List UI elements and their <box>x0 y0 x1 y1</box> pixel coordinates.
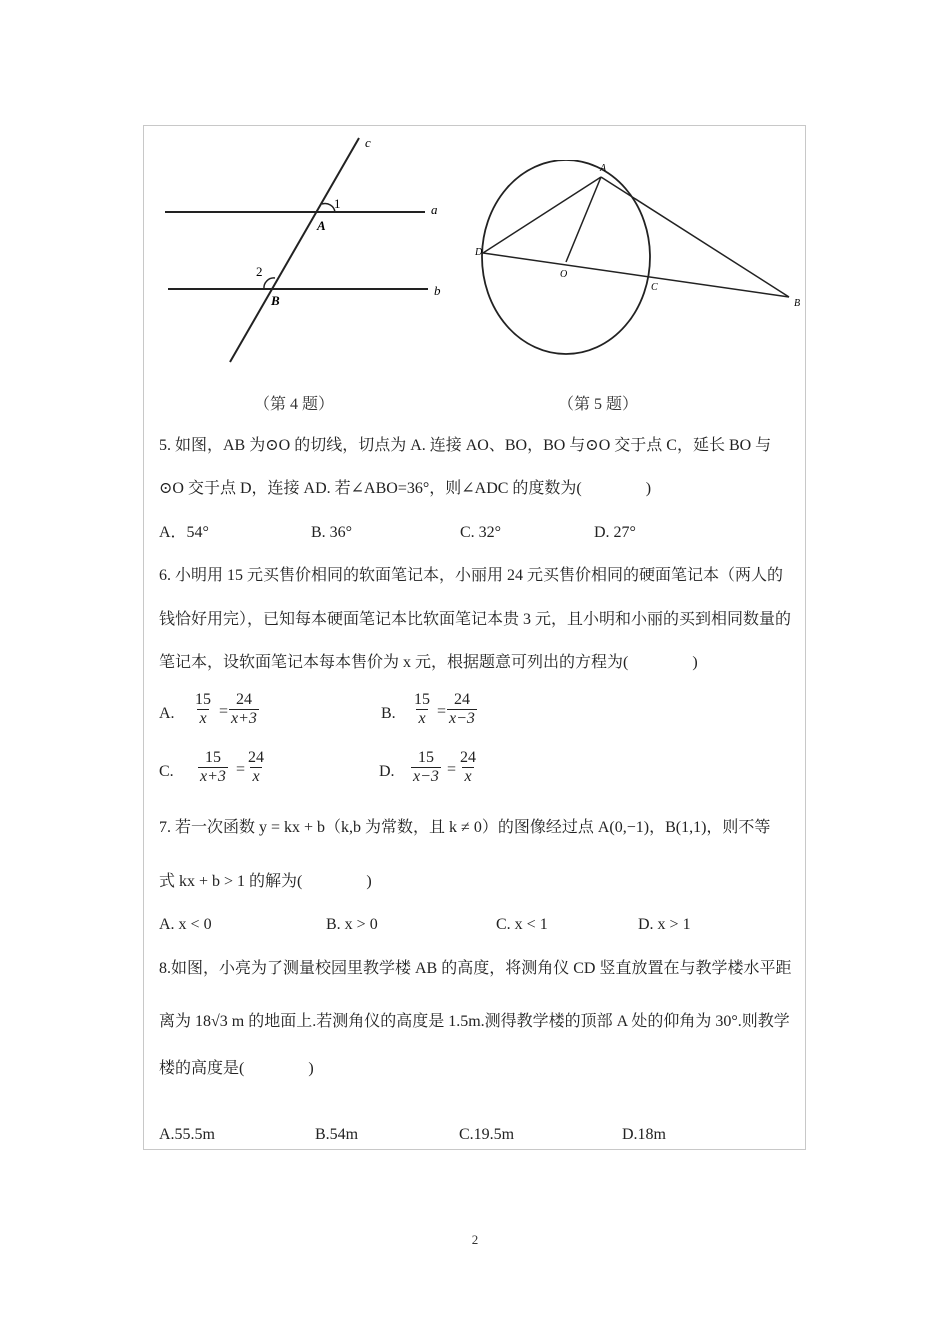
q8-line-2: 离为 18√3 m 的地面上.若测角仪的高度是 1.5m.测得教学楼的顶部 A 处的仰角为 30°.则教学 <box>159 1013 790 1030</box>
q6-line-2: 钱恰好用完），已知每本硬面笔记本比软面笔记本贵 3 元，且小明和小丽的买到相同数量的 <box>159 611 792 628</box>
label-O: O <box>560 269 568 280</box>
label-D: D <box>475 247 483 258</box>
segment-da <box>483 177 601 253</box>
q6-c-left-num: 15 <box>204 749 221 766</box>
q5-option-b: B. 36° <box>311 524 353 541</box>
q6-c-left-fraction <box>198 749 228 786</box>
label-A: A <box>317 218 326 233</box>
q6-d-right-den: x <box>464 768 472 785</box>
q6-d-equals: = <box>447 761 457 778</box>
label-A: A <box>600 163 607 174</box>
label-B: B <box>794 298 801 309</box>
q6-b-equals: = <box>437 703 447 720</box>
q6-b-right-fraction <box>447 691 477 728</box>
label-b: b <box>434 283 441 298</box>
q6-b-right-num: 24 <box>453 691 470 708</box>
q6-a-left-fraction <box>193 691 213 728</box>
q8-line-3: 楼的高度是( ) <box>159 1060 314 1077</box>
q6-c-right-num: 24 <box>248 749 264 766</box>
q6-c-right-fraction <box>246 749 266 786</box>
label-a: a <box>431 202 438 217</box>
q7-option-c: C. x < 1 <box>496 916 548 933</box>
figure-5-caption: （第 5 题） <box>558 396 639 413</box>
q6-d-left-num: 15 <box>417 749 434 766</box>
label-2: 2 <box>256 264 263 279</box>
label-B: B <box>271 293 280 308</box>
q6-option-a-label: A. <box>159 705 175 722</box>
segment-db <box>483 253 789 297</box>
q6-d-right-fraction <box>458 749 478 786</box>
q6-d-left-den: x−3 <box>413 768 439 785</box>
q6-a-left-den: x <box>199 710 207 727</box>
figure-4-caption: （第 4 题） <box>254 396 335 413</box>
q8-option-c: C.19.5m <box>459 1126 515 1143</box>
q7-option-d: D. x > 1 <box>638 916 691 933</box>
q5-line-2: ⊙O 交于点 D，连接 AD. 若∠ABO=36°，则∠ADC 的度数为( ) <box>159 480 652 497</box>
q6-d-left-fraction <box>411 749 441 786</box>
label-c: c <box>365 135 371 150</box>
line-c <box>230 138 359 362</box>
figure-4-parallel-lines <box>160 132 450 372</box>
figure-5-circle-tangent <box>470 160 810 380</box>
q7-line-2: 式 kx + b > 1 的解为( ) <box>159 873 372 890</box>
q6-a-right-den: x+3 <box>231 710 257 727</box>
q8-option-d: D.18m <box>622 1126 666 1143</box>
q5-option-a: A．54° <box>159 524 209 541</box>
q8-option-a: A.55.5m <box>159 1126 215 1143</box>
label-C: C <box>651 282 658 293</box>
q5-option-c: C. 32° <box>460 524 502 541</box>
label-1: 1 <box>334 196 341 211</box>
q6-d-right-num: 24 <box>460 749 476 766</box>
page-number: 2 <box>471 1232 479 1247</box>
q6-a-right-num: 24 <box>235 691 252 708</box>
q7-option-a: A. x < 0 <box>159 916 212 933</box>
q5-line-1: 5. 如图，AB 为⊙O 的切线，切点为 A. 连接 AO、BO，BO 与⊙O 交于点 C，延长 BO 与 <box>159 437 772 454</box>
segment-ao <box>566 177 601 262</box>
q6-b-left-den: x <box>418 710 426 727</box>
q6-a-left-num: 15 <box>195 691 211 708</box>
q6-c-equals: = <box>236 761 246 778</box>
q8-line-1: 8.如图，小亮为了测量校园里教学楼 AB 的高度，将测角仪 CD 竖直放置在与教学楼水平距 <box>159 960 792 977</box>
q6-c-left-den: x+3 <box>200 768 226 785</box>
q8-option-b: B.54m <box>315 1126 359 1143</box>
segment-ab <box>601 177 789 297</box>
q6-option-b-label: B. <box>381 705 396 722</box>
q7-line-1: 7. 若一次函数 y = kx + b（k,b 为常数，且 k ≠ 0）的图像经过点 A(0,−1)，B(1,1)，则不等 <box>159 819 771 836</box>
q6-option-c-label: C. <box>159 763 174 780</box>
q6-line-1: 6. 小明用 15 元买售价相同的软面笔记本，小丽用 24 元买售价相同的硬面笔记本（两人的 <box>159 567 784 584</box>
q6-c-right-den: x <box>252 768 260 785</box>
q6-b-left-num: 15 <box>414 691 430 708</box>
q6-option-d-label: D. <box>379 763 395 780</box>
q6-line-3: 笔记本，设软面笔记本每本售价为 x 元，根据题意可列出的方程为( ) <box>159 654 698 671</box>
q6-b-left-fraction <box>412 691 432 728</box>
q5-option-d: D. 27° <box>594 524 636 541</box>
q6-a-equals: = <box>219 703 229 720</box>
q6-a-right-fraction <box>229 691 259 728</box>
q6-b-right-den: x−3 <box>449 710 475 727</box>
q7-option-b: B. x > 0 <box>326 916 378 933</box>
